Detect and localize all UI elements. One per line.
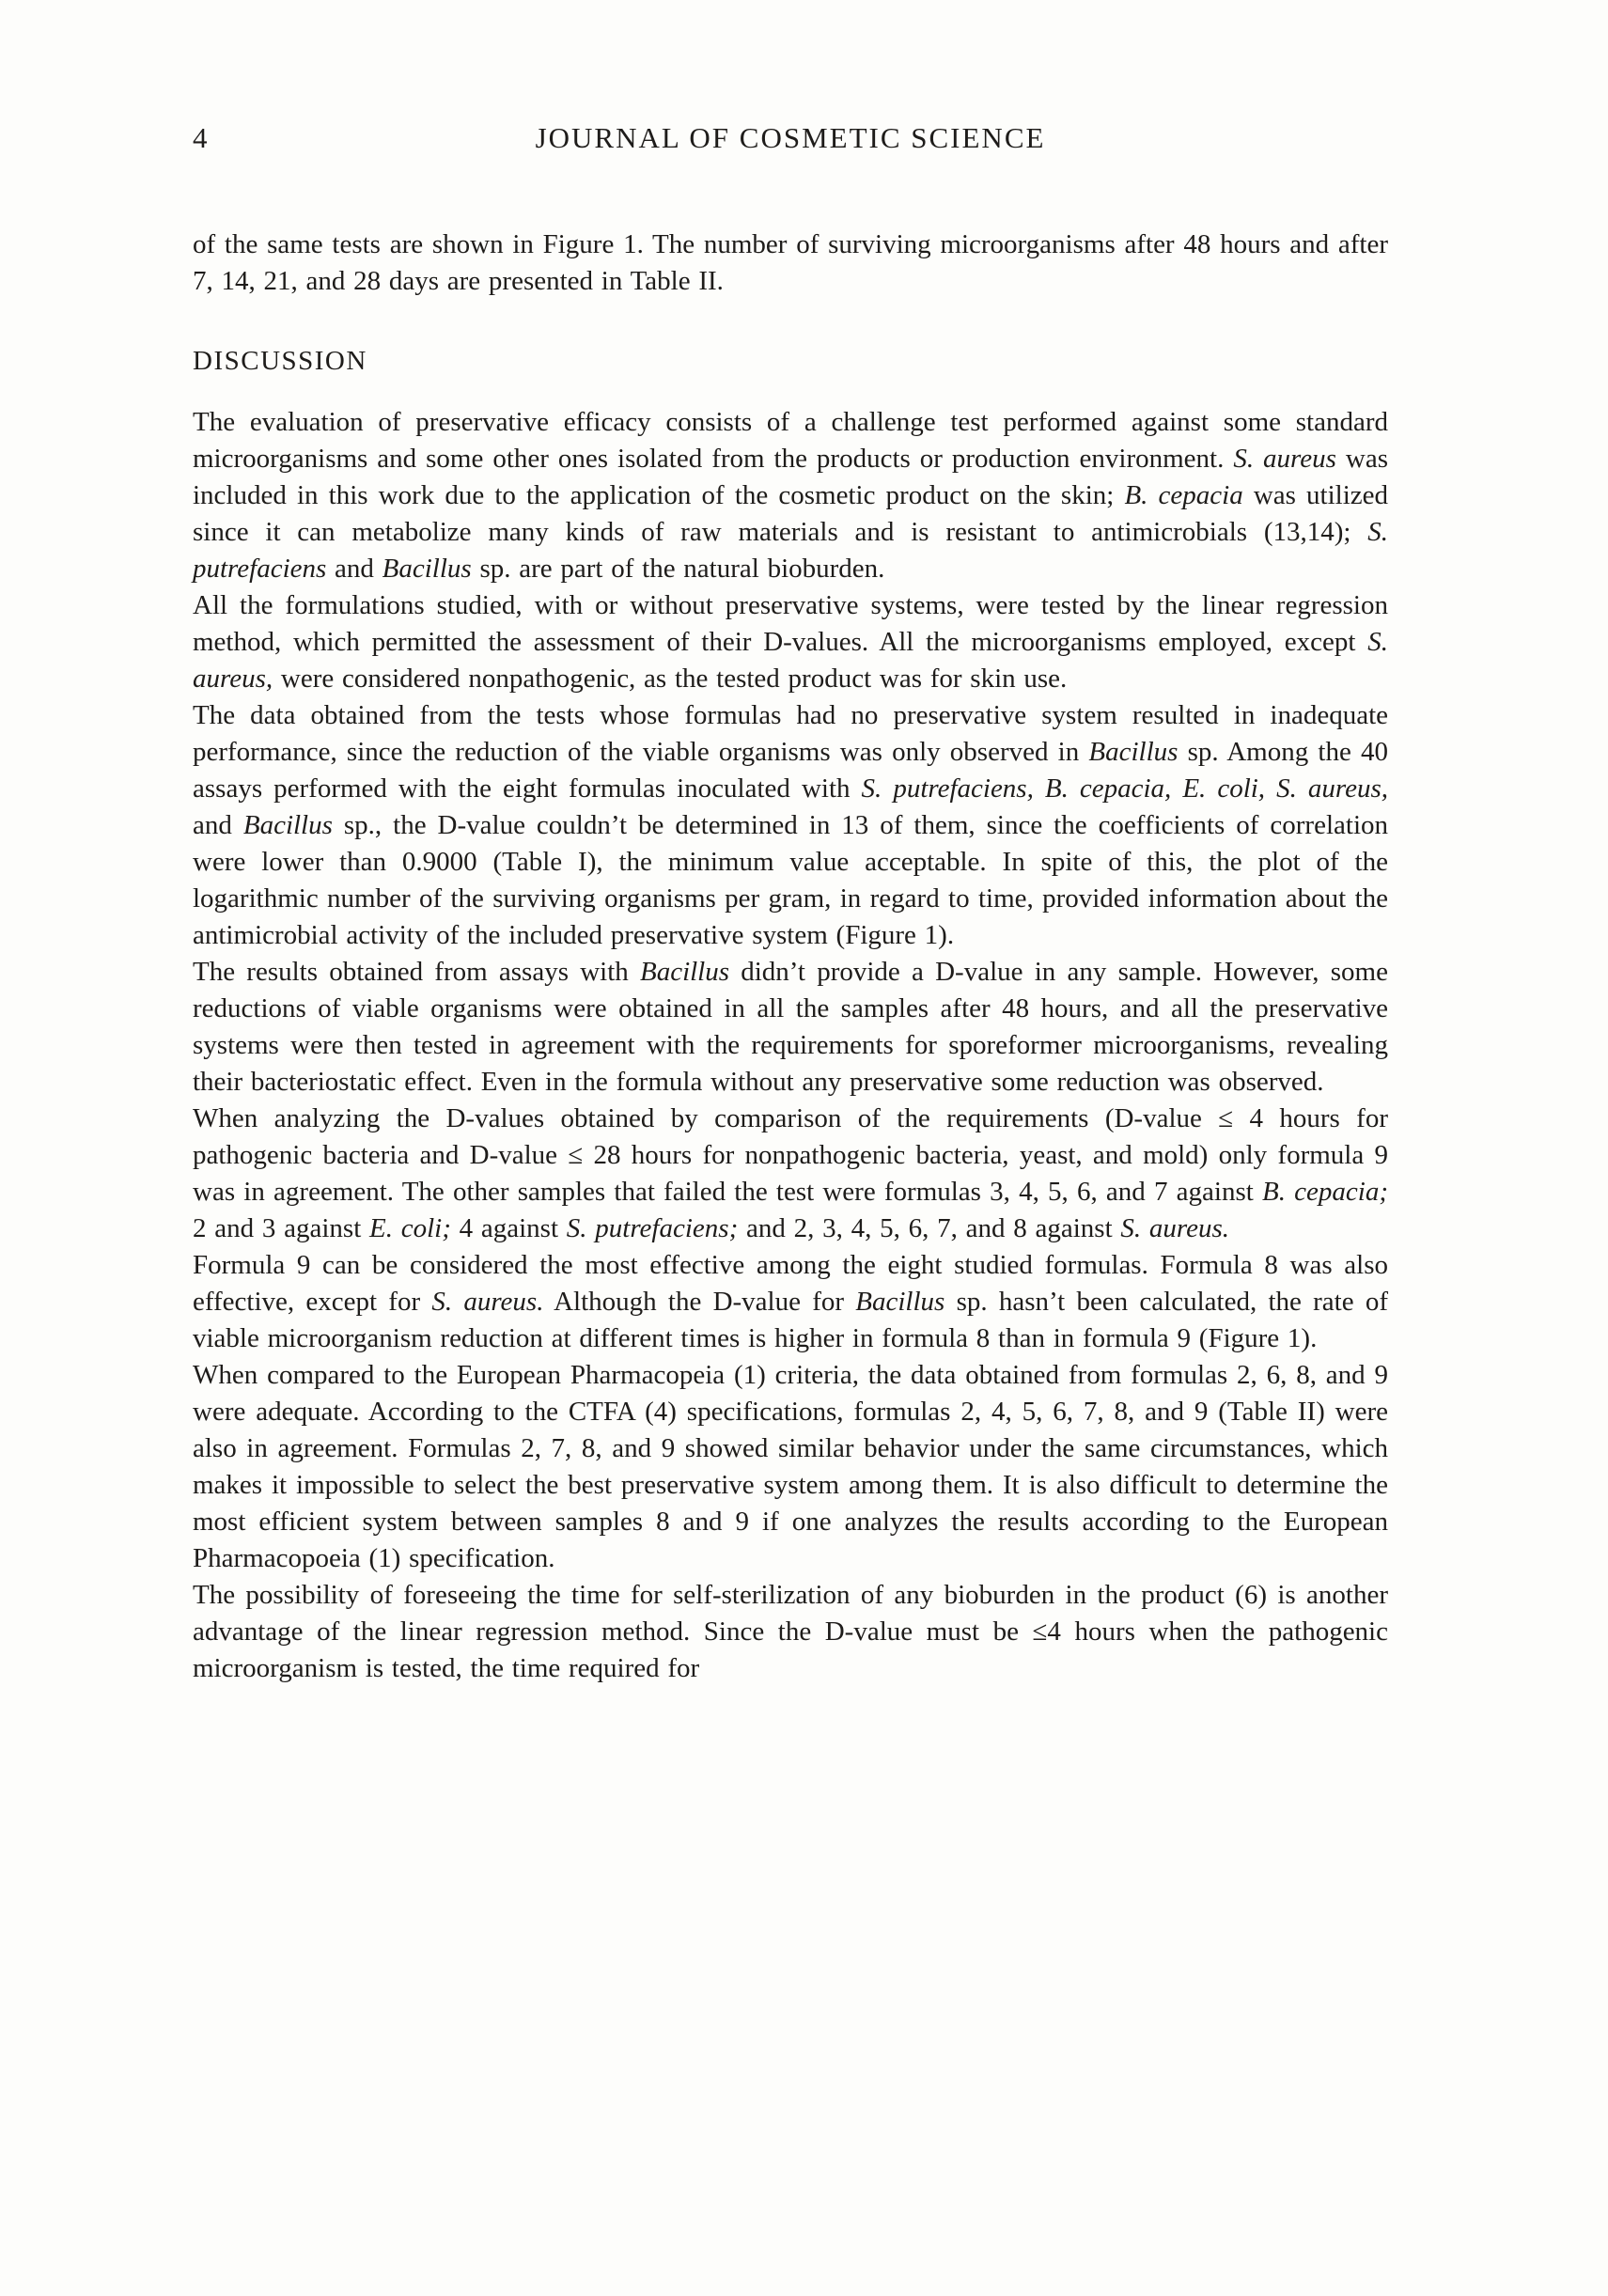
italic-text-run: S. aureus <box>1233 443 1336 474</box>
italic-text-run: Bacillus <box>1088 736 1179 767</box>
lead-paragraph <box>193 226 1388 300</box>
paragraphs <box>193 404 1388 1687</box>
text-run: The evaluation of preservative efficacy consists of a challenge test performed against some standard microorganisms and some other ones isolated from the products or production environment. <box>193 406 1388 474</box>
paragraph <box>193 1101 1388 1247</box>
text-run: and 2, 3, 4, 5, 6, 7, and 8 against <box>738 1212 1121 1243</box>
text-run: The results obtained from assays with <box>193 956 640 987</box>
text-run: and <box>326 553 382 584</box>
italic-text-run: Bacillus <box>855 1286 945 1317</box>
paragraph <box>193 697 1388 954</box>
italic-text-run: S. aureus. <box>431 1286 544 1317</box>
text-run: 2 and 3 against <box>193 1212 370 1243</box>
italic-text-run: B. cepacia; <box>1262 1176 1388 1207</box>
italic-text-run: E. coli; <box>369 1212 451 1243</box>
italic-text-run: Bacillus <box>242 809 333 840</box>
text-run: of the same tests are shown in Figure 1. The number of surviving microorganisms after 48 hours and after 7, 14, 21, and 28 days are presented in Table II. <box>193 229 1388 297</box>
italic-text-run: Bacillus <box>639 956 730 987</box>
text-run: sp. hasn’t been calculated, the rate of viable microorganism reduction at different times is higher in formula 8 than in formula 9 (Figure 1). <box>193 1286 1388 1353</box>
text-run: All the formulations studied, with or without preservative systems, were tested by the linear regression method, which permitted the assessment of their D-values. All the microorganisms employed, except <box>193 589 1388 657</box>
page-content <box>193 120 1388 1687</box>
text-run: was included in this work due to the application of the cosmetic product on the skin; <box>193 443 1388 510</box>
italic-text-run: S. aureus, <box>193 626 1388 694</box>
text-run: sp., the D-value couldn’t be determined in 13 of them, since the coefficients of correlation were lower than 0.9000 (Table I), the minimum value acceptable. In spite of this, the plot of the logarithmic number of the surviving organisms per gram, in regard to time, provided information about the antimicrobial activity of the included preservative system (Figure 1). <box>193 809 1389 950</box>
text-run: When compared to the European Pharmacopeia (1) criteria, the data obtained from formulas 2, 6, 8, and 9 were adequate. According to the CTFA (4) specifications, formulas 2, 4, 5, 6, 7, 8, and 9 (Table II) were also in agreement. Formulas 2, 7, 8, and 9 showed similar behavior under the same circumstances, which makes it impossible to select the best preservative system among them. It is also difficult to determine the most efficient system between samples 8 and 9 if one analyzes the results according to the European Pharmacopoeia (1) specification. <box>193 1359 1388 1573</box>
italic-text-run: S. putrefaciens, B. cepacia, E. coli, S. aureus, <box>861 773 1388 804</box>
text-run: Formula 9 can be considered the most effective among the eight studied formulas. Formula 8 was also effective, except for <box>193 1249 1388 1317</box>
text-run: When analyzing the D-values obtained by comparison of the requirements (D-value ≤ 4 hours for pathogenic bacteria and D-value ≤ 28 hours for nonpathogenic bacteria, yeast, and mold) only formula 9 was in agreement. The other samples that failed the test were formulas 3, 4, 5, 6, and 7 against <box>193 1102 1388 1207</box>
journal-title: JOURNAL OF COSMETIC SCIENCE <box>535 121 1046 154</box>
text-run: The data obtained from the tests whose formulas had no preservative system resulted in inadequate performance, since the reduction of the viable organisms was only observed in <box>193 699 1388 767</box>
text-run: The possibility of foreseeing the time for self-sterilization of any bioburden in the product (6) is another advantage of the linear regression method. Since the D-value must be ≤4 hours when the pathogenic microorganism is tested, the time required for <box>193 1579 1388 1683</box>
paragraph <box>193 404 1388 587</box>
italic-text-run: S. putrefaciens <box>193 516 1388 584</box>
paragraph <box>193 1357 1388 1577</box>
italic-text-run: Bacillus <box>382 553 472 584</box>
text-run: was utilized since it can metabolize many kinds of raw materials and is resistant to antimicrobials (13,14); <box>193 479 1389 547</box>
italic-text-run: S. aureus. <box>1120 1212 1229 1243</box>
lead-block <box>193 226 1388 300</box>
text-run: Although the D-value for <box>543 1286 856 1317</box>
section-heading-discussion: DISCUSSION <box>193 346 367 377</box>
text-run: and <box>193 809 243 840</box>
page-header <box>193 120 1388 155</box>
italic-text-run: B. cepacia <box>1124 479 1243 510</box>
page-number: 4 <box>193 121 208 154</box>
text-run: were considered nonpathogenic, as the tested product was for skin use. <box>273 663 1068 694</box>
paragraph <box>193 954 1388 1101</box>
paragraph <box>193 1247 1388 1357</box>
paragraph <box>193 1577 1388 1687</box>
text-run: didn’t provide a D-value in any sample. However, some reductions of viable organisms were obtained in all the samples after 48 hours, and all the preservative systems were then tested in agreement with the requirements for sporeformer microorganisms, revealing their bacteriostatic effect. Even in the formula without any preservative some reduction was observed. <box>193 956 1388 1097</box>
paragraph <box>193 587 1388 697</box>
text-run: 4 against <box>450 1212 567 1243</box>
text-run: sp. Among the 40 assays performed with the eight formulas inoculated with <box>193 736 1388 804</box>
text-run: sp. are part of the natural bioburden. <box>471 553 885 584</box>
italic-text-run: S. putrefaciens; <box>566 1212 739 1243</box>
